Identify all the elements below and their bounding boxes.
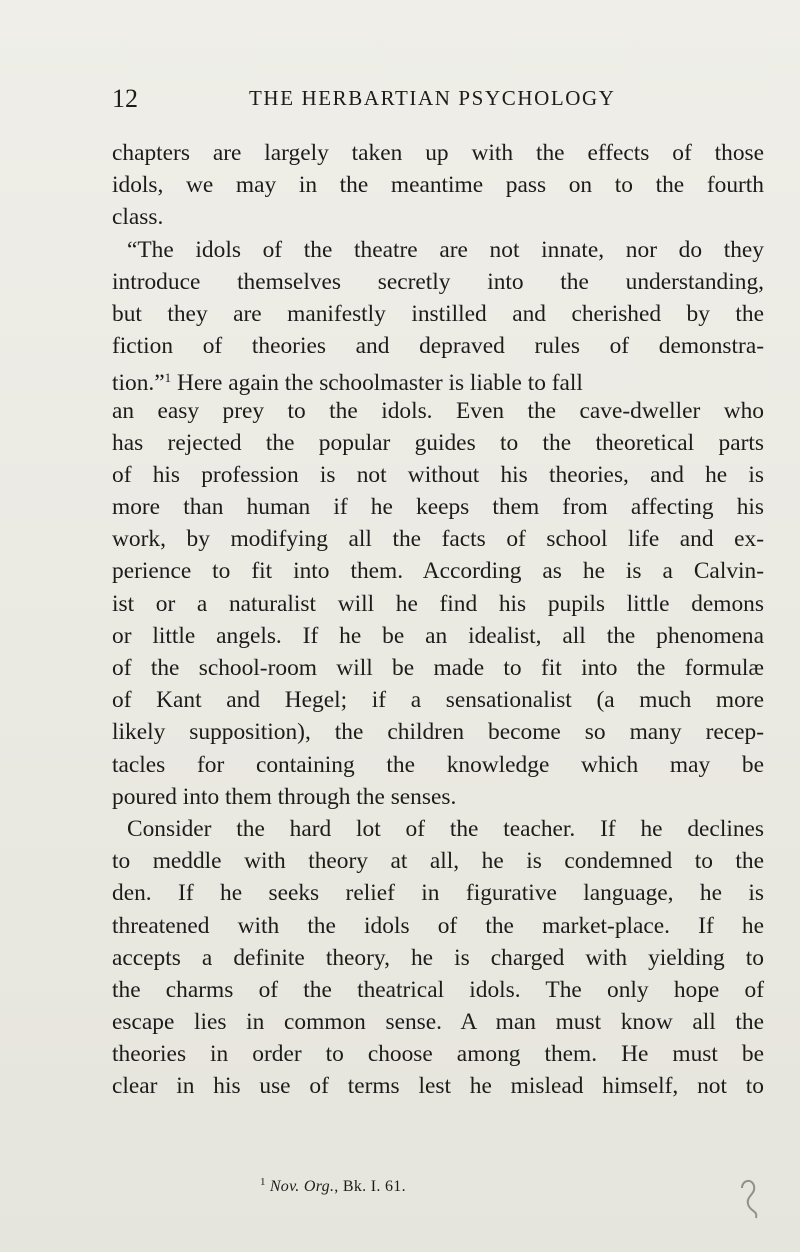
text-line: threatened with the idols of the market-place. If he bbox=[112, 912, 764, 939]
text-line: more than human if he keeps them from affecting his bbox=[112, 494, 764, 521]
text-line: perience to fit into them. According as he is a Calvin- bbox=[112, 558, 764, 585]
running-head bbox=[112, 84, 764, 114]
text-line: chapters are largely taken up with the effects of those bbox=[112, 140, 764, 166]
running-title: THE HERBARTIAN PSYCHOLOGY bbox=[249, 86, 616, 110]
sentence-start: Here again the schoolmaster is liable to fall bbox=[176, 370, 583, 397]
footnote-source: Nov. Org. bbox=[269, 1178, 335, 1195]
text-line-with-note bbox=[112, 362, 764, 397]
text-line: poured into them through the senses. bbox=[112, 783, 457, 810]
text-line: fiction of theories and depraved rules of demonstra- bbox=[112, 333, 764, 360]
body-text bbox=[112, 137, 764, 1103]
text-line: tacles for containing the knowledge which may be bbox=[112, 751, 764, 778]
text-line: clear in his use of terms lest he mislead himself, not to bbox=[112, 1073, 764, 1100]
text-line: Consider the hard lot of the teacher. If he declines bbox=[127, 815, 764, 842]
text-line: has rejected the popular guides to the theoretical parts bbox=[112, 429, 764, 456]
text-line: theories in order to choose among them. He must be bbox=[112, 1041, 764, 1068]
text-line: the charms of the theatrical idols. The only hope of bbox=[112, 976, 764, 1003]
text-line: introduce themselves secretly into the understanding, bbox=[112, 268, 764, 295]
text-line: likely supposition), the children become so many recep- bbox=[112, 719, 764, 746]
text-line: den. If he seeks relief in figurative language, he is bbox=[112, 880, 764, 907]
text-line: “The idols of the theatre are not innate, nor do they bbox=[127, 236, 764, 263]
footnote bbox=[260, 1176, 406, 1196]
text-line: of his profession is not without his theories, and he is bbox=[112, 461, 764, 488]
text-line: class. bbox=[112, 204, 164, 231]
text-line: idols, we may in the meantime pass on to the fourth bbox=[112, 172, 764, 199]
footnote-citation: , Bk. I. 61. bbox=[334, 1178, 406, 1195]
text-line: work, by modifying all the facts of school life and ex- bbox=[112, 526, 764, 553]
text-line: of the school-room will be made to fit into the formulæ bbox=[112, 655, 764, 681]
text-line: or little angels. If he be an idealist, all the phenomena bbox=[112, 622, 764, 649]
page-number: 12 bbox=[112, 84, 138, 113]
text-line: accepts a definite theory, he is charged with yielding to bbox=[112, 944, 764, 971]
text-line: but they are manifestly instilled and cherished by the bbox=[112, 300, 764, 327]
text-line: an easy prey to the idols. Even the cave-dweller who bbox=[112, 397, 764, 424]
text-line: of Kant and Hegel; if a sensationalist (a much more bbox=[112, 687, 764, 714]
ink-mark bbox=[736, 1170, 761, 1220]
text-line: ist or a naturalist will he find his pupils little demons bbox=[112, 590, 764, 617]
quote-end: tion.” bbox=[112, 370, 165, 397]
footnote-mark: 1 bbox=[260, 1176, 266, 1188]
footnote-reference: 1 bbox=[164, 370, 172, 386]
text-line: to meddle with theory at all, he is condemned to the bbox=[112, 848, 764, 875]
text-line: escape lies in common sense. A man must know all the bbox=[112, 1009, 764, 1036]
